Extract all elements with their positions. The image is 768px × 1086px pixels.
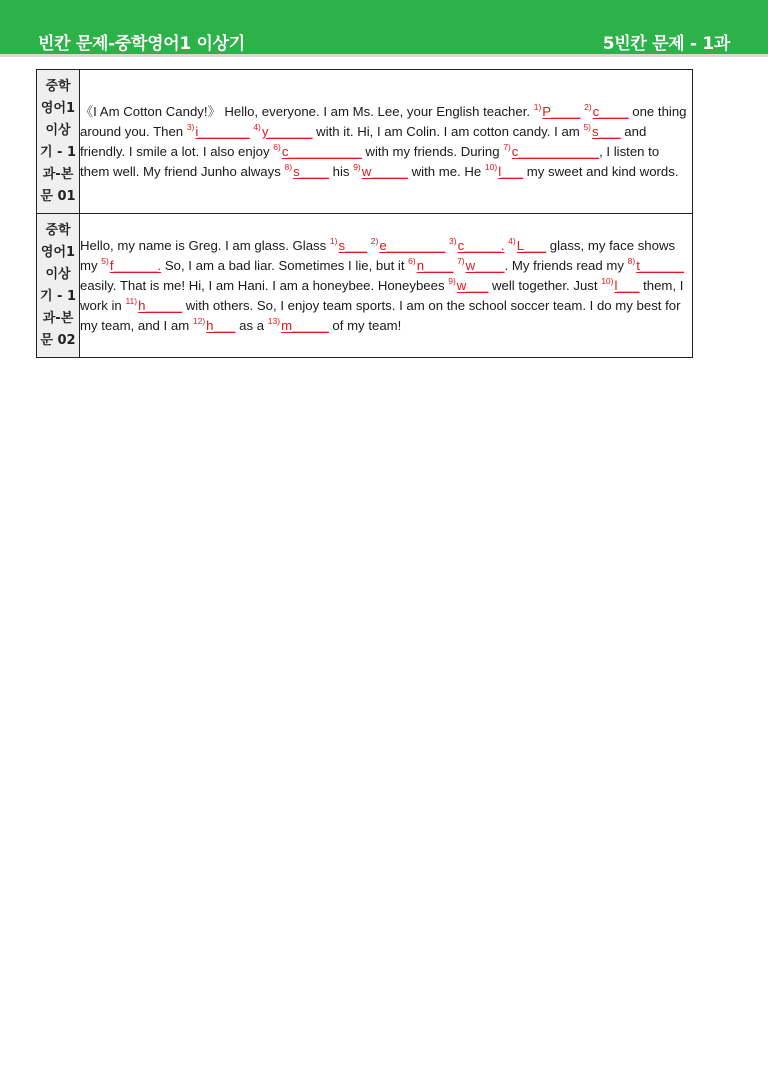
blank-number: 6) [408, 255, 416, 266]
blank-number: 2) [370, 235, 379, 246]
blank-hint: t______ [636, 257, 684, 273]
blank-answer [353, 161, 408, 179]
blank-answer [449, 235, 505, 253]
blank-answer [267, 315, 329, 333]
blank-number: 7) [503, 141, 511, 152]
blank-answer [408, 255, 454, 273]
blank-number: 5) [583, 121, 591, 132]
passage-segment: glass, my face shows my [80, 237, 676, 273]
blank-answer [583, 121, 621, 139]
blank-hint: s___ [592, 123, 621, 139]
blank-answer [448, 275, 489, 293]
passage-segment: . My friends read my [504, 257, 628, 273]
blank-hint: s____ [293, 163, 329, 179]
blank-hint: i_______ [195, 123, 250, 139]
passage-segment: with my friends. During [361, 143, 504, 159]
passage-text [80, 70, 693, 214]
row-label-line: 문 01 [40, 188, 76, 204]
blank-hint: w____ [465, 257, 505, 273]
passage-segment: them, I work in [80, 277, 684, 313]
blank-number: 1) [329, 235, 338, 246]
blank-hint: L___ [516, 237, 547, 253]
blank-answer [186, 121, 250, 139]
blank-number: 3) [449, 235, 457, 246]
blank-hint: y______ [261, 123, 313, 139]
blank-number: 12) [192, 315, 206, 326]
blank-hint: w___ [456, 277, 489, 293]
blank-answer [584, 101, 629, 119]
blank-hint: n____ [416, 257, 454, 273]
row-label-line: 기 - 1 [39, 144, 77, 160]
blank-hint: s___ [338, 237, 368, 253]
blank-number: 11) [125, 295, 138, 306]
passage-text [80, 214, 693, 358]
passage-segment: one thing around you. Then [80, 103, 687, 139]
passage-segment: of my team! [328, 317, 402, 333]
blank-answer [601, 275, 640, 293]
blank-number: 9) [353, 161, 361, 172]
blank-answer [273, 141, 362, 159]
section-title: 5빈칸 문제 - 1과 [602, 34, 730, 54]
blank-hint: h___ [206, 317, 236, 333]
exercise-row [37, 214, 693, 358]
blank-hint: m_____ [281, 317, 329, 333]
passage-segment: 《I Am Cotton Candy!》 Hello, everyone. I am Ms. Lee, your English teacher. [80, 103, 534, 119]
blank-answer [101, 255, 162, 273]
passage-segment: with it. Hi, I am Colin. I am cotton candy. I am [312, 123, 584, 139]
blank-answer [192, 315, 236, 333]
row-label [37, 214, 80, 358]
exercise-table [36, 69, 693, 358]
page-header [0, 0, 768, 57]
passage-segment: my sweet and kind words. [523, 163, 679, 179]
blank-number: 13) [267, 315, 281, 326]
blank-hint: c_____. [457, 237, 505, 253]
blank-answer [284, 161, 330, 179]
blank-hint: e________ [379, 237, 446, 253]
blank-hint: w_____ [361, 163, 408, 179]
passage-segment: his [329, 163, 354, 179]
blank-number: 10) [484, 161, 498, 172]
blank-number: 6) [273, 141, 281, 152]
blank-hint: h_____ [138, 297, 183, 313]
passage-segment: Hello, my name is Greg. I am glass. Glass [80, 237, 330, 253]
row-label-line: 이상 [45, 266, 71, 282]
exercise-row [37, 70, 693, 214]
row-label-line: 과-본 [42, 166, 74, 182]
blank-number: 7) [457, 255, 465, 266]
passage-segment: and friendly. I smile a lot. I also enjoy [80, 123, 647, 159]
blank-number: 1) [533, 101, 542, 112]
blank-number: 8) [284, 161, 293, 172]
row-label-line: 영어1 [40, 100, 76, 116]
document-title: 빈칸 문제-중학영어1 이상기 [38, 34, 245, 54]
row-label-line: 문 02 [40, 332, 76, 348]
blank-hint: c____ [592, 103, 629, 119]
blank-number: 5) [101, 255, 109, 266]
blank-number: 2) [584, 101, 592, 112]
blank-answer [370, 235, 446, 253]
passage-segment: as a [235, 317, 268, 333]
blank-number: 3) [186, 121, 195, 132]
passage-segment: with others. So, I enjoy team sports. I am on the school soccer team. I do my best for my team, and I am [80, 297, 681, 333]
passage-segment: well together. Just [488, 277, 602, 293]
blank-hint: l___ [614, 277, 640, 293]
passage-segment: with me. He [407, 163, 485, 179]
blank-hint: P____ [542, 103, 581, 119]
blank-answer [508, 235, 547, 253]
blank-answer [484, 161, 524, 179]
row-label-line: 중학 [45, 222, 71, 238]
blank-number: 8) [627, 255, 636, 266]
blank-answer [457, 255, 505, 273]
blank-hint: c___________ [511, 143, 600, 159]
passage-segment: So, I am a bad liar. Sometimes I lie, but it [161, 257, 409, 273]
blank-number: 4) [253, 121, 261, 132]
blank-answer [627, 255, 684, 273]
blank-answer [533, 101, 581, 119]
row-label-line: 이상 [45, 122, 71, 138]
blank-number: 4) [508, 235, 516, 246]
passage-segment: , I listen to them well. My friend Junho always [80, 143, 660, 179]
row-label-line: 중학 [45, 78, 71, 94]
blank-answer [329, 235, 368, 253]
passage-segment: easily. That is me! Hi, I am Hani. I am a honeybee. Honeybees [80, 277, 449, 293]
blank-number: 9) [448, 275, 456, 286]
blank-answer [253, 121, 313, 139]
blank-number: 10) [601, 275, 614, 286]
blank-hint: c__________ [281, 143, 362, 159]
blank-hint: l___ [498, 163, 524, 179]
blank-answer [125, 295, 183, 313]
row-label-line: 과-본 [42, 310, 74, 326]
row-label [37, 70, 80, 214]
blank-answer [503, 141, 600, 159]
row-label-line: 기 - 1 [39, 288, 77, 304]
blank-hint: f______. [109, 257, 162, 273]
row-label-line: 영어1 [40, 244, 76, 260]
